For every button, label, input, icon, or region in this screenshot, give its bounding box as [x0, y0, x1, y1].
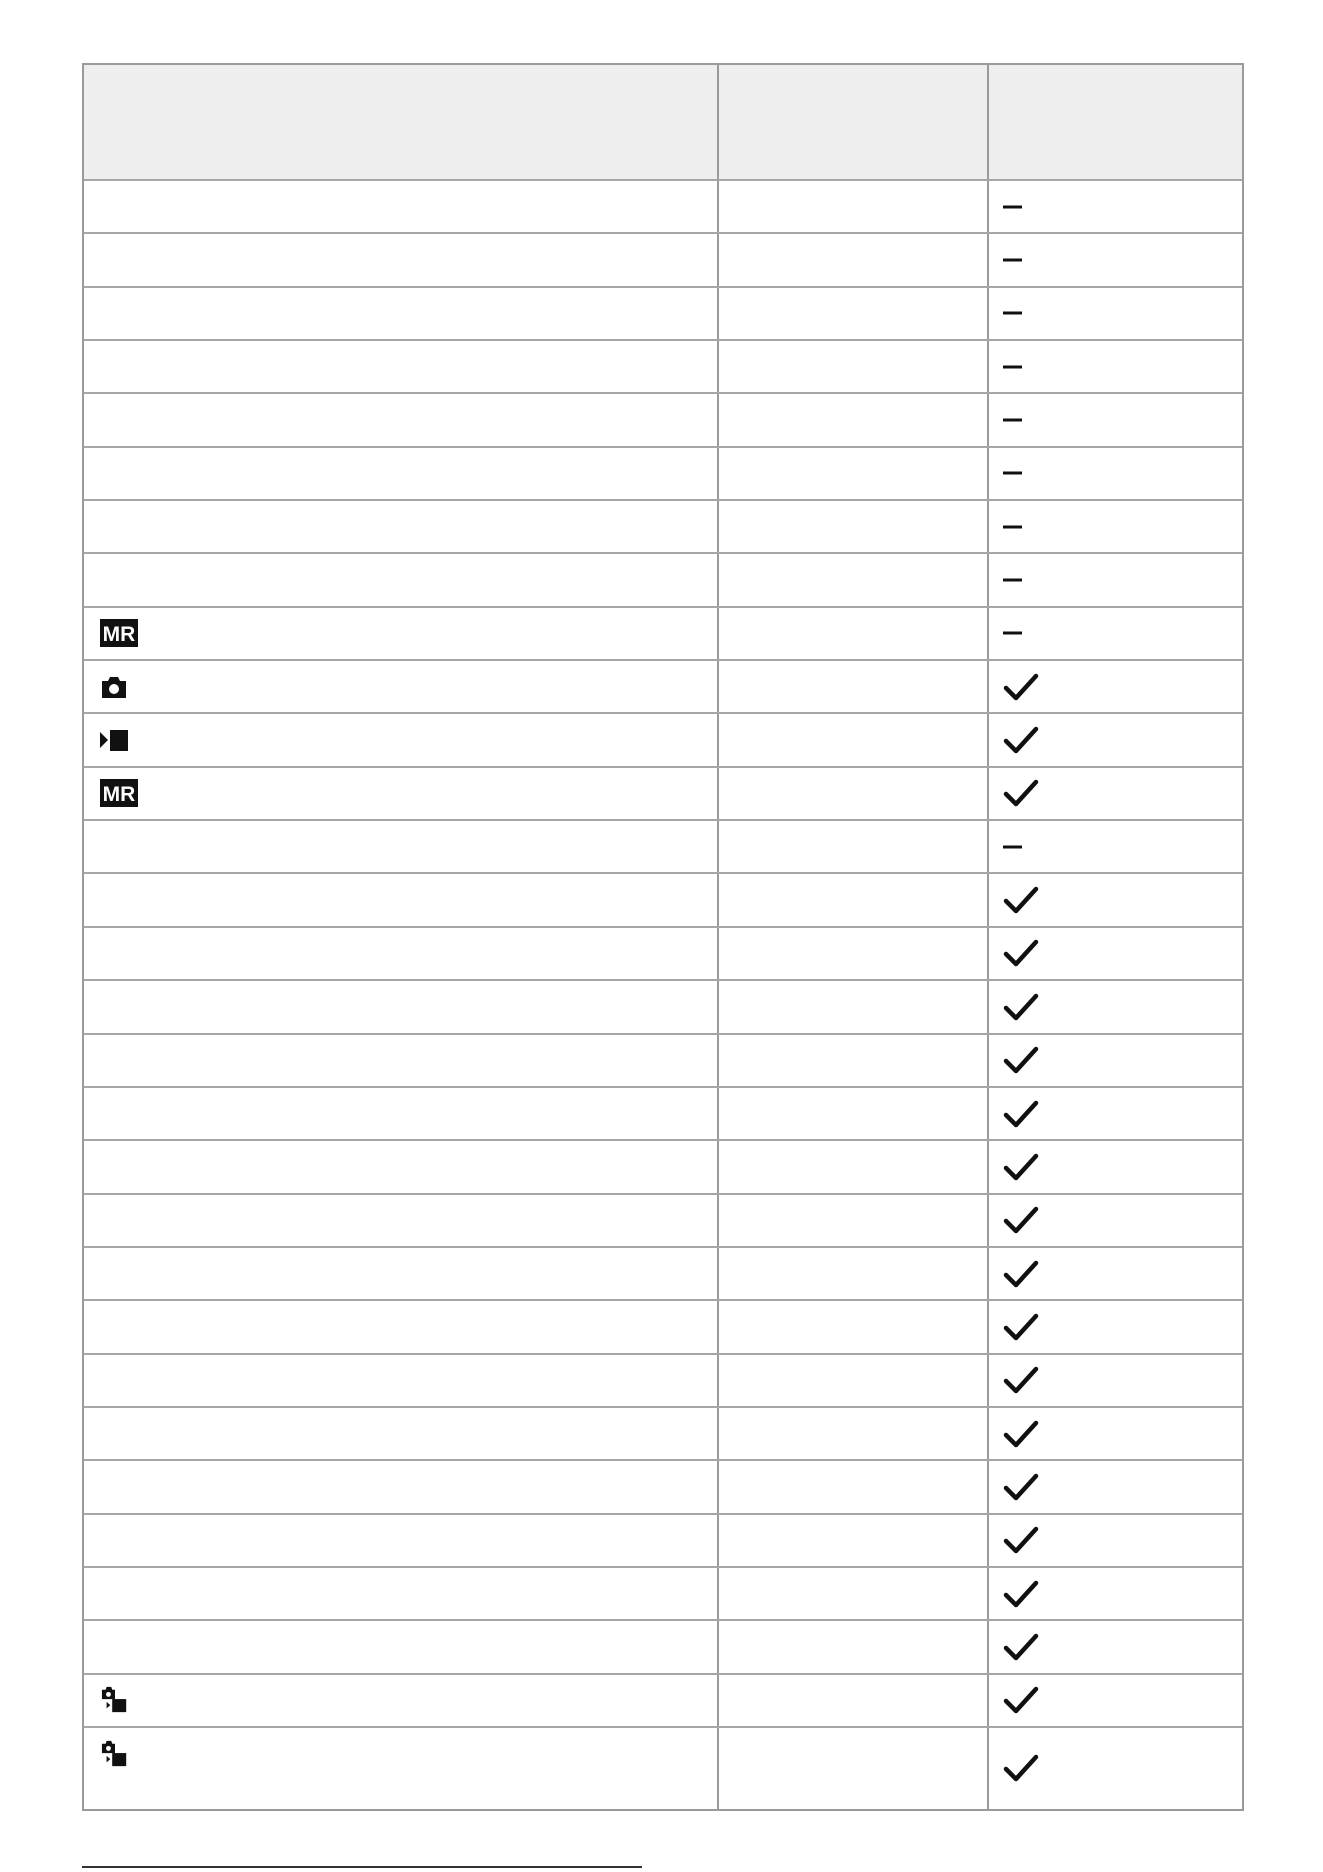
table-cell-col-3: [989, 501, 1242, 552]
dash-icon: [1003, 579, 1022, 582]
table-cell-col-1: [84, 234, 719, 285]
check-icon: [1003, 1365, 1039, 1395]
dash-icon: [1003, 259, 1022, 262]
table-cell-col-1: [84, 661, 719, 712]
table-cell-col-3: [989, 234, 1242, 285]
table-row: [84, 1513, 1242, 1566]
table-cell-col-1: [84, 821, 719, 872]
table-cell-col-2: [719, 1035, 989, 1086]
dash-icon: [1003, 472, 1022, 475]
table-row: [84, 339, 1242, 392]
table-row: [84, 499, 1242, 552]
table-cell-col-2: [719, 1248, 989, 1299]
table-row: [84, 766, 1242, 819]
check-icon: [1003, 992, 1039, 1022]
table-cell-col-1: [84, 554, 719, 605]
check-icon: [1003, 938, 1039, 968]
table-row: [84, 1193, 1242, 1246]
table-cell-col-2: [719, 181, 989, 232]
check-icon: [1003, 1753, 1039, 1783]
table-cell-col-3: [989, 661, 1242, 712]
table-row: [84, 1406, 1242, 1459]
check-icon: [1003, 1099, 1039, 1129]
table-cell-col-1: [84, 1728, 719, 1809]
table-cell-col-3: [989, 981, 1242, 1032]
mr-icon: [100, 619, 138, 647]
table-cell-col-1: [84, 501, 719, 552]
camera-icon: [100, 673, 128, 701]
table-cell-col-3: [989, 1035, 1242, 1086]
table-cell-col-1: [84, 928, 719, 979]
table-cell-col-1: [84, 1568, 719, 1619]
table-cell-col-2: [719, 394, 989, 445]
check-icon: [1003, 725, 1039, 755]
table-cell-col-2: [719, 554, 989, 605]
table-row: [84, 819, 1242, 872]
table-cell-col-3: [989, 928, 1242, 979]
table-cell-col-3: [989, 554, 1242, 605]
table-row: [84, 712, 1242, 765]
dash-icon: [1003, 365, 1022, 368]
table-cell-col-2: [719, 714, 989, 765]
table-cell-col-1: [84, 1408, 719, 1459]
dash-icon: [1003, 419, 1022, 422]
table-cell-col-3: [989, 608, 1242, 659]
table-cell-col-1: [84, 1141, 719, 1192]
table-cell-col-1: [84, 608, 719, 659]
table-cell-col-2: [719, 1088, 989, 1139]
table-cell-col-2: [719, 768, 989, 819]
table-row: [84, 1353, 1242, 1406]
table-row: [84, 1726, 1242, 1809]
check-icon: [1003, 1525, 1039, 1555]
check-icon: [1003, 1259, 1039, 1289]
table-cell-col-1: [84, 341, 719, 392]
table-cell-col-1: [84, 288, 719, 339]
table-cell-col-1: [84, 1088, 719, 1139]
table-cell-col-2: [719, 1515, 989, 1566]
dash-icon: [1003, 632, 1022, 635]
check-icon: [1003, 1045, 1039, 1075]
table-cell-col-2: [719, 1141, 989, 1192]
table-cell-col-2: [719, 1461, 989, 1512]
table-cell-col-3: [989, 1515, 1242, 1566]
check-icon: [1003, 778, 1039, 808]
table-row: [84, 1566, 1242, 1619]
table-cell-col-3: [989, 1408, 1242, 1459]
table-cell-col-1: [84, 714, 719, 765]
table-cell-col-1: [84, 181, 719, 232]
table-cell-col-2: [719, 501, 989, 552]
svg-text:MR: MR: [102, 623, 136, 647]
table-cell-col-2: [719, 1301, 989, 1352]
table-cell-col-3: [989, 1141, 1242, 1192]
table-cell-col-3: [989, 714, 1242, 765]
still-movie-icon: [100, 1686, 130, 1714]
table-cell-col-1: [84, 1355, 719, 1406]
dash-icon: [1003, 205, 1022, 208]
check-icon: [1003, 885, 1039, 915]
table-row: [84, 286, 1242, 339]
table-cell-col-1: [84, 1035, 719, 1086]
still-movie-icon: [100, 1740, 130, 1768]
check-icon: [1003, 1312, 1039, 1342]
table-cell-col-3: [989, 1675, 1242, 1726]
check-icon: [1003, 1579, 1039, 1609]
table-cell-col-1: [84, 768, 719, 819]
table-cell-col-1: [84, 1675, 719, 1726]
check-icon: [1003, 1685, 1039, 1715]
table-row: [84, 606, 1242, 659]
table-cell-col-2: [719, 341, 989, 392]
table-row: [84, 1246, 1242, 1299]
table-cell-col-3: [989, 874, 1242, 925]
table-row: [84, 1619, 1242, 1672]
header-cell-1: [84, 65, 719, 179]
table-row: [84, 872, 1242, 925]
table-cell-col-2: [719, 928, 989, 979]
table-cell-col-3: [989, 1088, 1242, 1139]
table-cell-col-2: [719, 288, 989, 339]
table-row: [84, 1139, 1242, 1192]
table-header-row: [84, 65, 1242, 179]
table-cell-col-3: [989, 1621, 1242, 1672]
table-cell-col-3: [989, 768, 1242, 819]
dash-icon: [1003, 312, 1022, 315]
table-cell-col-2: [719, 1568, 989, 1619]
table-cell-col-3: [989, 1568, 1242, 1619]
table-row: [84, 1459, 1242, 1512]
table-cell-col-3: [989, 1728, 1242, 1809]
svg-text:MR: MR: [102, 783, 136, 807]
table-cell-col-3: [989, 181, 1242, 232]
table-cell-col-3: [989, 448, 1242, 499]
table-cell-col-1: [84, 1195, 719, 1246]
dash-icon: [1003, 525, 1022, 528]
table-row: [84, 979, 1242, 1032]
table-cell-col-2: [719, 608, 989, 659]
table-cell-col-3: [989, 1248, 1242, 1299]
table-row: [84, 1086, 1242, 1139]
table-cell-col-1: [84, 1515, 719, 1566]
table-cell-col-1: [84, 1248, 719, 1299]
table-cell-col-3: [989, 341, 1242, 392]
table-cell-col-3: [989, 1195, 1242, 1246]
table-row: [84, 1673, 1242, 1726]
movie-icon: [100, 726, 130, 754]
table-cell-col-2: [719, 661, 989, 712]
table-row: [84, 1299, 1242, 1352]
footer-divider: [82, 1866, 642, 1868]
table-row: [84, 232, 1242, 285]
table-cell-col-3: [989, 394, 1242, 445]
table-cell-col-2: [719, 1355, 989, 1406]
table-cell-col-2: [719, 1195, 989, 1246]
table-cell-col-3: [989, 288, 1242, 339]
table-cell-col-1: [84, 981, 719, 1032]
table-cell-col-3: [989, 821, 1242, 872]
table-row: [84, 552, 1242, 605]
table-row: [84, 1033, 1242, 1086]
table-row: [84, 446, 1242, 499]
table-cell-col-2: [719, 1621, 989, 1672]
table-cell-col-1: [84, 1461, 719, 1512]
table-cell-col-2: [719, 448, 989, 499]
header-cell-2: [719, 65, 989, 179]
table-cell-col-3: [989, 1355, 1242, 1406]
table-row: [84, 179, 1242, 232]
check-icon: [1003, 672, 1039, 702]
dash-icon: [1003, 845, 1022, 848]
table-cell-col-3: [989, 1461, 1242, 1512]
mr-icon: [100, 779, 138, 807]
header-cell-3: [989, 65, 1242, 179]
table-row: [84, 392, 1242, 445]
table-body: [84, 179, 1242, 1809]
settings-table: [82, 63, 1244, 1811]
table-cell-col-1: [84, 394, 719, 445]
table-cell-col-2: [719, 874, 989, 925]
table-cell-col-2: [719, 1728, 989, 1809]
check-icon: [1003, 1632, 1039, 1662]
table-cell-col-1: [84, 1301, 719, 1352]
check-icon: [1003, 1205, 1039, 1235]
table-cell-col-2: [719, 821, 989, 872]
check-icon: [1003, 1419, 1039, 1449]
table-cell-col-3: [989, 1301, 1242, 1352]
table-row: [84, 926, 1242, 979]
table-cell-col-2: [719, 1408, 989, 1459]
table-cell-col-2: [719, 981, 989, 1032]
table-row: [84, 659, 1242, 712]
table-cell-col-2: [719, 234, 989, 285]
table-cell-col-1: [84, 874, 719, 925]
table-cell-col-1: [84, 448, 719, 499]
check-icon: [1003, 1152, 1039, 1182]
check-icon: [1003, 1472, 1039, 1502]
table-cell-col-1: [84, 1621, 719, 1672]
table-cell-col-2: [719, 1675, 989, 1726]
